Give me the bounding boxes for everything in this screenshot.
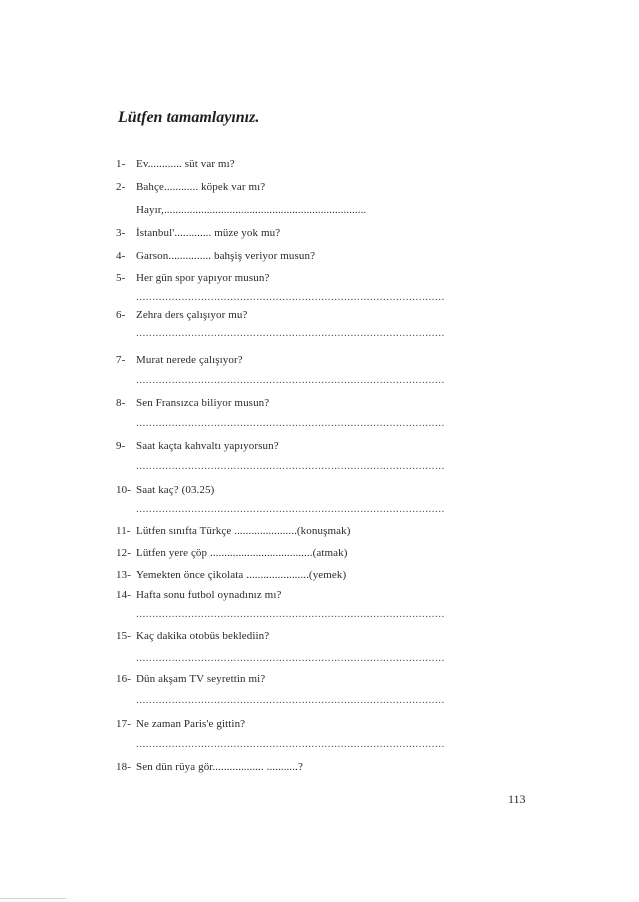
answer-line: ...............................................................................................	[136, 608, 445, 620]
answer-line: ...............................................................................................	[136, 460, 445, 472]
exercise-text: Ne zaman Paris'e gittin?	[136, 718, 246, 730]
exercise-number: 14-	[116, 589, 131, 601]
exercise-14	[116, 589, 281, 601]
exercise-text: Kaç dakika otobüs beklediin?	[136, 630, 270, 642]
answer-line: ...............................................................................................	[136, 327, 445, 339]
exercise-text: Saat kaç? (03.25)	[136, 484, 215, 496]
exercise-number: 16-	[116, 673, 131, 685]
answer-line: ...............................................................................................	[136, 694, 445, 706]
exercise-number: 15-	[116, 630, 131, 642]
exercise-16	[116, 673, 265, 685]
exercise-text: Hafta sonu futbol oynadınız mı?	[136, 589, 282, 601]
exercise-text: Zehra ders çalışıyor mu?	[136, 309, 248, 321]
exercise-text: Sen dün rüya gör.................. ...........?	[136, 761, 303, 773]
exercise-6	[116, 309, 247, 321]
exercise-text: Lütfen sınıfta Türkçe ......................(konuşmak)	[136, 525, 351, 537]
exercise-text: İstanbul'............. müze yok mu?	[136, 227, 281, 239]
exercise-18	[116, 761, 303, 773]
answer-line: ...............................................................................................	[136, 652, 445, 664]
exercise-1	[116, 158, 235, 170]
exercise-2-answer	[116, 204, 366, 216]
answer-line: ...............................................................................................	[136, 291, 445, 303]
divider	[0, 898, 66, 899]
exercise-text: Her gün spor yapıyor musun?	[136, 272, 270, 284]
answer-line: ...............................................................................................	[136, 374, 445, 386]
exercise-text: Lütfen yere çöp ....................................(atmak)	[136, 547, 348, 559]
exercise-13	[116, 569, 346, 581]
exercise-15	[116, 630, 269, 642]
exercise-number: 10-	[116, 484, 131, 496]
exercise-number: 9-	[116, 440, 126, 452]
exercise-7	[116, 354, 243, 366]
exercise-number: 13-	[116, 569, 131, 581]
exercise-text: Bahçe............ köpek var mı?	[136, 181, 266, 193]
exercise-12	[116, 547, 347, 559]
exercise-3	[116, 227, 280, 239]
exercise-number: 12-	[116, 547, 131, 559]
exercise-9	[116, 440, 279, 452]
exercise-text: Ev............ süt var mı?	[136, 158, 235, 170]
exercise-number: 6-	[116, 309, 126, 321]
exercise-2	[116, 181, 265, 193]
page-number: 113	[508, 792, 526, 806]
exercise-number: 5-	[116, 272, 126, 284]
exercise-text: Dün akşam TV seyrettin mi?	[136, 673, 266, 685]
page-title: Lütfen tamamlayınız.	[118, 109, 260, 126]
exercise-text: Murat nerede çalışıyor?	[136, 354, 243, 366]
exercise-4	[116, 250, 315, 262]
answer-line: ...............................................................................................	[136, 417, 445, 429]
answer-line: ...............................................................................................	[136, 503, 445, 515]
exercise-text: Hayır,.......................................................................	[136, 204, 367, 216]
exercise-number: 4-	[116, 250, 126, 262]
exercise-number: 7-	[116, 354, 126, 366]
exercise-10	[116, 484, 214, 496]
exercise-number: 3-	[116, 227, 126, 239]
exercise-number: 8-	[116, 397, 126, 409]
exercise-number: 1-	[116, 158, 126, 170]
exercise-number: 17-	[116, 718, 131, 730]
exercise-8	[116, 397, 269, 409]
exercise-number: 2-	[116, 181, 126, 193]
exercise-text: Garson............... bahşiş veriyor musun?	[136, 250, 316, 262]
exercise-11	[116, 525, 350, 537]
exercise-number: 18-	[116, 761, 131, 773]
exercise-17	[116, 718, 245, 730]
exercise-text: Yemekten önce çikolata ......................(yemek)	[136, 569, 347, 581]
exercise-text: Sen Fransızca biliyor musun?	[136, 397, 270, 409]
exercise-5	[116, 272, 269, 284]
answer-line: ...............................................................................................	[136, 738, 445, 750]
exercise-number: 11-	[116, 525, 131, 537]
exercise-text: Saat kaçta kahvaltı yapıyorsun?	[136, 440, 279, 452]
